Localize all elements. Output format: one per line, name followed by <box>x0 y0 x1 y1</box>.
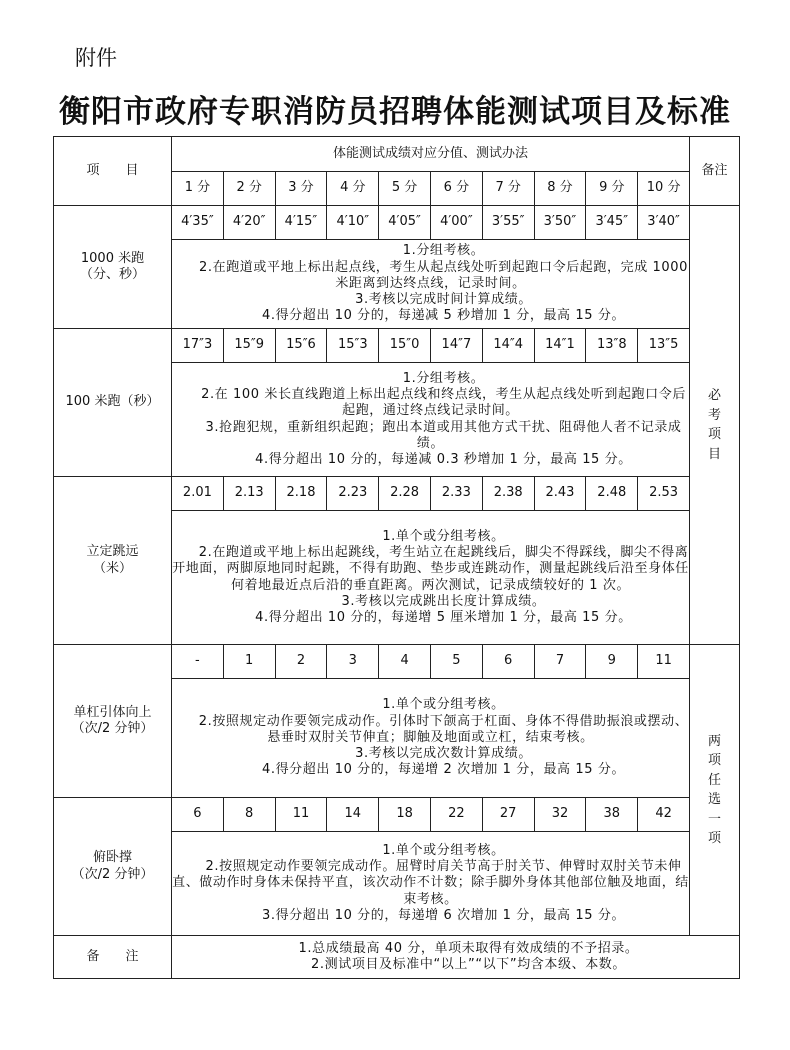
standard-value-cell: 11 <box>638 645 690 679</box>
standard-value-cell: 2.38 <box>482 477 534 511</box>
test-method-line: 1.单个或分组考核。 <box>382 528 505 544</box>
score-cell: 6 分 <box>430 172 482 206</box>
item-unit: （次/2 分钟） <box>71 866 154 882</box>
standard-value-cell: 2.28 <box>379 477 431 511</box>
test-method-line: 4.得分超出 10 分的，每递减 5 秒增加 1 分，最高 15 分。 <box>261 308 626 324</box>
test-method-line: 2.按照规定动作要领完成动作。屈臂时肩关节高于肘关节、伸臂时双肘关节未伸直、做动作时身体未保持平直，该次动作不计数；除手脚外身体其他部位触及地面，结束考核。 <box>172 859 689 907</box>
standard-value-cell: 15″9 <box>223 329 275 363</box>
note-choose-text: 两项任选一项 <box>708 733 722 846</box>
standard-value-cell: 4′05″ <box>379 206 431 240</box>
item-name: 100 米跑（秒） <box>65 394 160 410</box>
standard-value-cell: 1 <box>223 645 275 679</box>
test-method-cell <box>172 679 690 798</box>
item-unit: （次/2 分钟） <box>71 721 154 736</box>
item-name-cell <box>54 206 172 329</box>
standard-value-cell: 7 <box>534 645 586 679</box>
standard-value-cell: 17″3 <box>172 329 224 363</box>
standard-value-cell: 15″3 <box>327 329 379 363</box>
header-score-title: 体能测试成绩对应分值、测试办法 <box>172 137 690 172</box>
note-required-text: 必考项目 <box>708 388 722 462</box>
standard-value-cell: 4′15″ <box>275 206 327 240</box>
test-method-cell <box>172 832 690 936</box>
value-row <box>54 206 740 240</box>
standard-value-cell: 2.33 <box>430 477 482 511</box>
standard-value-cell: 14 <box>327 798 379 832</box>
standard-value-cell: 5 <box>430 645 482 679</box>
test-method-line: 3.得分超出 10 分的，每递增 6 次增加 1 分，最高 15 分。 <box>261 907 626 923</box>
header-item-cell: 项 目 <box>54 137 172 206</box>
test-method-line: 2.按照规定动作要领完成动作。引体时下颌高于杠面、身体不得借助振浪或摆动、悬垂时双肘关节伸直；脚触及地面或立杠，结束考核。 <box>198 713 689 745</box>
standard-value-cell: 2.18 <box>275 477 327 511</box>
test-method-cell <box>172 363 690 477</box>
standard-value-cell: 38 <box>586 798 638 832</box>
standards-table <box>53 136 740 979</box>
item-name-cell <box>54 645 172 798</box>
standard-value-cell: 2.53 <box>638 477 690 511</box>
standard-value-cell: 2.48 <box>586 477 638 511</box>
footer-notes-cell <box>172 936 740 979</box>
item-name: 1000 米跑 <box>80 250 145 266</box>
standard-value-cell: 22 <box>430 798 482 832</box>
test-method-line: 4.得分超出 10 分的，每递增 2 次增加 1 分，最高 15 分。 <box>261 762 626 778</box>
standard-value-cell: 18 <box>379 798 431 832</box>
standard-value-cell: 32 <box>534 798 586 832</box>
value-row <box>54 477 740 511</box>
score-cell: 9 分 <box>586 172 638 206</box>
standard-value-cell: 15″0 <box>379 329 431 363</box>
item-unit: （米） <box>92 560 132 576</box>
score-cell: 7 分 <box>482 172 534 206</box>
test-method-line: 3.考核以完成时间计算成绩。 <box>355 292 532 308</box>
test-method-line: 3.抢跑犯规，重新组织起跑；跑出本道或用其他方式干扰、阻碍他人者不记录成绩。 <box>205 419 682 451</box>
standard-value-cell: 27 <box>482 798 534 832</box>
test-method-line: 1.单个或分组考核。 <box>382 842 505 858</box>
standard-value-cell: 4′10″ <box>327 206 379 240</box>
item-name-cell <box>54 477 172 645</box>
footer-note-line: 1.总成绩最高 40 分，单项未取得有效成绩的不予招录。 <box>298 940 639 956</box>
footer-label-cell: 备 注 <box>54 936 172 979</box>
note-choose-cell <box>690 645 740 936</box>
test-method-line: 1.单个或分组考核。 <box>382 697 505 713</box>
standard-value-cell: 13″8 <box>586 329 638 363</box>
score-cell: 5 分 <box>379 172 431 206</box>
test-method-line: 3.考核以完成次数计算成绩。 <box>355 746 532 762</box>
standard-value-cell: 14″1 <box>534 329 586 363</box>
score-cell: 1 分 <box>172 172 224 206</box>
item-unit: （分、秒） <box>79 267 145 282</box>
test-method-cell <box>172 240 690 329</box>
value-row <box>54 645 740 679</box>
standard-value-cell: 6 <box>482 645 534 679</box>
standard-value-cell: 15″6 <box>275 329 327 363</box>
standard-value-cell: 8 <box>223 798 275 832</box>
standard-value-cell: 2.13 <box>223 477 275 511</box>
score-cell: 2 分 <box>223 172 275 206</box>
standard-value-cell: 2.43 <box>534 477 586 511</box>
standard-value-cell: 4′20″ <box>223 206 275 240</box>
score-cell: 3 分 <box>275 172 327 206</box>
test-method-line: 4.得分超出 10 分的，每递增 5 厘米增加 1 分，最高 15 分。 <box>255 610 632 625</box>
item-name: 立定跳远 <box>86 544 139 560</box>
item-name: 单杠引体向上 <box>73 704 152 720</box>
value-row <box>54 798 740 832</box>
note-required-cell <box>690 206 740 645</box>
standard-value-cell: 14″7 <box>430 329 482 363</box>
footer-row <box>54 936 740 979</box>
standard-value-cell: 3 <box>327 645 379 679</box>
standard-value-cell: 3′40″ <box>638 206 690 240</box>
test-method-line: 2.在 100 米长直线跑道上标出起点线和终点线，考生从起点线处听到起跑口令后起跑，通过终点线记录时间。 <box>201 387 686 419</box>
standard-value-cell: 9 <box>586 645 638 679</box>
standard-value-cell: 11 <box>275 798 327 832</box>
standard-value-cell: 42 <box>638 798 690 832</box>
standard-value-cell: 4′35″ <box>172 206 224 240</box>
test-method-line: 2.在跑道或平地上标出起点线，考生从起点线处听到起跑口令后起跑，完成 1000 米距离到达终点线，记录时间。 <box>199 259 689 291</box>
standard-value-cell: 6 <box>172 798 224 832</box>
footer-note-line: 2.测试项目及标准中“以上”“以下”均含本级、本数。 <box>311 957 626 972</box>
test-method-cell <box>172 511 690 645</box>
standard-value-cell: 2 <box>275 645 327 679</box>
test-method-line: 3.考核以完成跳出长度计算成绩。 <box>341 593 546 609</box>
standard-value-cell: - <box>172 645 224 679</box>
score-cell: 8 分 <box>534 172 586 206</box>
item-name: 俯卧撑 <box>92 850 132 866</box>
standard-value-cell: 14″4 <box>482 329 534 363</box>
value-row <box>54 329 740 363</box>
standard-value-cell: 2.01 <box>172 477 224 511</box>
standard-value-cell: 4 <box>379 645 431 679</box>
document-title: 衡阳市政府专职消防员招聘体能测试项目及标准 <box>59 94 731 130</box>
standard-value-cell: 3′50″ <box>534 206 586 240</box>
standard-value-cell: 3′55″ <box>482 206 534 240</box>
header-note-cell: 备注 <box>690 137 740 206</box>
item-name-cell <box>54 329 172 477</box>
item-name-cell <box>54 798 172 936</box>
test-method-line: 4.得分超出 10 分的，每递减 0.3 秒增加 1 分，最高 15 分。 <box>255 452 632 467</box>
standard-value-cell: 3′45″ <box>586 206 638 240</box>
test-method-line: 1.分组考核。 <box>402 243 485 259</box>
test-method-line: 2.在跑道或平地上标出起跳线，考生站立在起跳线后，脚尖不得踩线，脚尖不得离开地面，两脚原地同时起跳，不得有助跑、垫步或连跳动作，测量起跳线后沿至身体任何着地最近点后沿的垂直距离。两次测试，记录成绩较好的 1 次。 <box>172 545 689 593</box>
attachment-label: 附件 <box>75 46 117 70</box>
standard-value-cell: 2.23 <box>327 477 379 511</box>
standard-value-cell: 4′00″ <box>430 206 482 240</box>
standard-value-cell: 13″5 <box>638 329 690 363</box>
score-cell: 4 分 <box>327 172 379 206</box>
score-cell: 10 分 <box>638 172 690 206</box>
test-method-line: 1.分组考核。 <box>402 370 485 386</box>
